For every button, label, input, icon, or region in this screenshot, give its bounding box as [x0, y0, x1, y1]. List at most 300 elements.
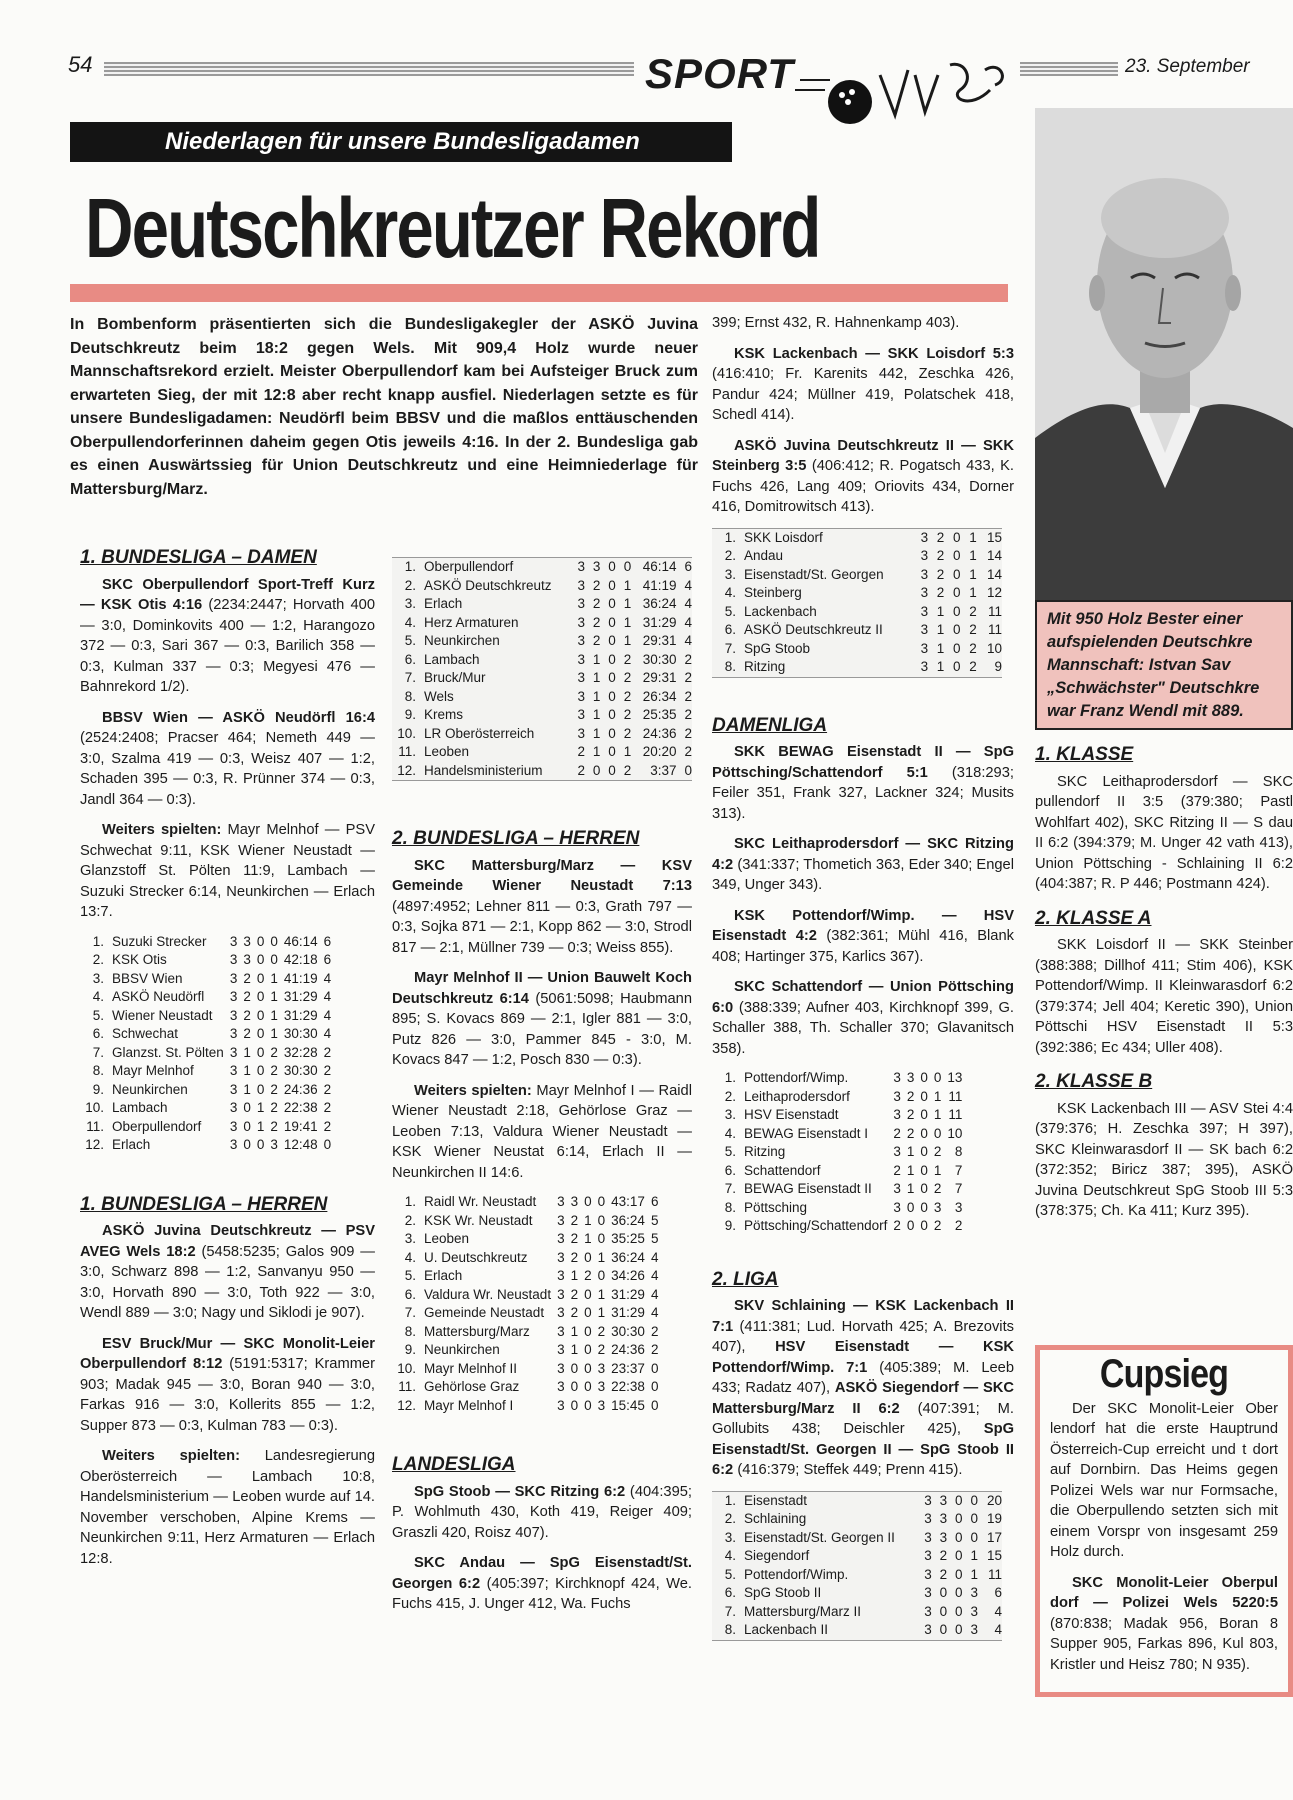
stat-cell: 36:24 — [642, 596, 677, 611]
stat-cell: 0 — [584, 1342, 592, 1357]
stat-cell: 3 — [557, 1305, 565, 1320]
stat-cell: 0 — [955, 1585, 963, 1600]
team-cell: Pottendorf/Wimp. — [744, 1566, 849, 1582]
stat-cell: 11 — [987, 1566, 1002, 1582]
team-cell: Bruck/Mur — [424, 670, 486, 685]
team-cell: LR Oberösterreich — [424, 725, 535, 741]
stat-cell: 4 — [650, 1286, 659, 1302]
team-cell: Schwechat — [112, 1026, 179, 1041]
stat-cell: 3 — [970, 1603, 978, 1619]
stat-cell: 1 — [270, 1026, 278, 1041]
table-row — [392, 595, 692, 614]
stat-cell: 22:38 — [611, 1379, 645, 1394]
section-heading-klasse2b: 2. KLASSE B — [1035, 1071, 1153, 1092]
rank-cell: 4. — [92, 989, 104, 1004]
stat-cell: 19 — [986, 1511, 1002, 1526]
table-row — [712, 584, 1002, 603]
stat-cell: 0 — [608, 577, 616, 593]
rank-cell: 11. — [398, 744, 416, 759]
stat-cell: 2 — [270, 1044, 278, 1060]
table-row — [712, 1491, 1002, 1510]
stat-cell: 1 — [623, 633, 632, 648]
stat-cell: 17 — [986, 1529, 1002, 1545]
stat-cell: 1 — [570, 1268, 579, 1283]
rank-cell: 4. — [404, 1249, 416, 1265]
team-cell: Steinberg — [744, 585, 802, 600]
stat-cell: 2 — [270, 1081, 278, 1097]
stat-cell: 36:24 — [611, 1212, 645, 1228]
stat-cell: 0 — [970, 1492, 978, 1508]
stat-cell: 19:41 — [283, 1118, 318, 1134]
report-paragraph: SpG Stoob — SKC Ritzing 6:2 (404:395; P. Wohlmuth 430, Koth 419, Reiger 409; Graszli 420, Roisz 407). — [392, 1483, 692, 1541]
stat-cell: 41:19 — [283, 970, 318, 986]
stat-cell: 1 — [592, 744, 601, 759]
stat-cell: 3 — [920, 659, 929, 674]
table-row — [712, 1143, 962, 1162]
stat-cell: 0 — [906, 1218, 915, 1233]
rank-cell: 9. — [92, 1081, 104, 1097]
rank-cell: 4. — [724, 585, 736, 600]
table-row — [80, 951, 331, 970]
report-paragraph: KSK Lackenbach — SKK Loisdorf 5:3 (416:410; Fr. Karenits 442, Zeschka 426, Pandur 424; Müllner 419, Polatschek 418, Schedl 414). — [712, 345, 1014, 423]
kicker-banner: Niederlagen für unsere Bundesligadamen — [70, 122, 732, 162]
stat-cell: 0 — [952, 548, 961, 563]
stat-cell: 1 — [256, 1118, 265, 1134]
stat-cell: 1 — [933, 1162, 942, 1178]
table-row — [392, 558, 692, 577]
report-paragraph: Der SKC Monolit-Leier Ober lendorf hat die erste Hauptrund Österreich-Cup erreicht und t dort auf Dornbirn. Das Heims gegen Polizei Wels war nur Formsache, die Oberpullendo setzten sich mit einem Vorspr von insgesamt 259 Holz durch. — [1050, 1400, 1278, 1560]
stat-cell: 0 — [955, 1566, 963, 1582]
stat-cell: 4 — [650, 1268, 659, 1283]
stat-cell: 1 — [584, 1212, 592, 1228]
team-cell: Mayr Melnhof I — [424, 1397, 514, 1413]
section-heading-klasse2a: 2. KLASSE A — [1035, 907, 1152, 929]
stat-cell: 0 — [597, 1231, 606, 1246]
team-cell: ASKÖ Neudörfl — [112, 989, 205, 1004]
stat-cell: 3 — [939, 1492, 948, 1508]
stat-cell: 0 — [952, 659, 961, 674]
stat-cell: 0 — [939, 1603, 948, 1619]
table-row — [392, 577, 692, 596]
stat-cell: 7 — [954, 1162, 963, 1178]
stat-cell: 1 — [592, 725, 601, 741]
stat-cell: 3 — [924, 1622, 932, 1637]
rank-cell: 6. — [724, 1162, 736, 1178]
stat-cell: 0 — [920, 1181, 928, 1196]
stat-cell: 0 — [920, 1162, 928, 1178]
stat-cell: 0 — [256, 989, 265, 1004]
stat-cell: 35:25 — [611, 1231, 645, 1246]
stat-cell: 20:20 — [642, 744, 677, 759]
stat-cell: 1 — [270, 989, 278, 1004]
stat-cell: 2 — [936, 548, 945, 563]
stat-cell: 3 — [229, 1081, 238, 1097]
report-paragraph: BBSV Wien — ASKÖ Neudörfl 16:4 (2524:2408; Pracser 464; Nemeth 449 — 3:0, Szalma 419 — 0:3, Weisz 407 — 1:2, Schaden 395 — 0:3, R. Prünner 374 — 0:3, Jandl 364 — 0:3). — [80, 709, 375, 808]
report-paragraph: ESV Bruck/Mur — SKC Monolit-Leier Oberpullendorf 8:12 (5191:5317; Krammer 903; Madak 945 — 3:0, Boran 940 — 3:0, Farkas 916 — 3:0, Kollerits 855 — 1:2, Supper 873 — 0:3, Kulman 783 — 0:3). — [80, 1335, 375, 1434]
stat-cell: 24:36 — [283, 1081, 318, 1097]
stat-cell: 0 — [256, 1007, 265, 1023]
rank-cell: 2. — [404, 577, 416, 593]
stat-cell: 1 — [243, 1044, 251, 1060]
standings-table-bl2 — [392, 1193, 658, 1415]
table-row — [392, 1323, 658, 1342]
stat-cell: 0 — [270, 933, 278, 949]
stat-cell: 2 — [906, 1107, 915, 1122]
stat-cell: 3 — [920, 640, 929, 656]
stat-cell: 2 — [906, 1088, 915, 1104]
table-row — [392, 725, 692, 744]
stat-cell: 0 — [952, 585, 961, 600]
stat-cell: 0 — [920, 1199, 928, 1215]
table-row — [712, 621, 1002, 640]
stat-cell: 1 — [270, 970, 278, 986]
stat-cell: 0 — [597, 1194, 606, 1209]
stat-cell: 2 — [893, 1125, 901, 1141]
rank-cell: 2. — [724, 1511, 736, 1526]
rank-cell: 11. — [86, 1118, 104, 1134]
stat-cell: 3 — [229, 1063, 238, 1078]
photo-caption: Mit 950 Holz Bester einer aufspielenden Deutschkre Mannschaft: Istvan Sav „Schwächster" Deutschkre war Franz Wendl mit 889. — [1035, 600, 1293, 730]
stat-cell: 5 — [650, 1212, 659, 1228]
rank-cell: 6. — [724, 1585, 736, 1600]
table-row — [712, 1217, 962, 1236]
section-title: SPORT — [645, 50, 794, 97]
stat-cell: 2 — [969, 603, 977, 619]
stat-cell: 2 — [270, 1118, 278, 1134]
report-paragraph: SKK BEWAG Eisenstadt II — SpG Pöttsching/Schattendorf 5:1 (318:293; Feiler 351, Frank 327, Lackner 324; Musits 313). — [712, 744, 1014, 822]
stat-cell: 2 — [684, 725, 692, 741]
team-cell: Pöttsching/Schattendorf — [744, 1218, 888, 1233]
stat-cell: 0 — [952, 566, 961, 582]
stat-cell: 1 — [933, 1107, 942, 1122]
stat-cell: 0 — [608, 707, 616, 722]
stat-cell: 1 — [969, 566, 977, 582]
stat-cell: 23:37 — [611, 1360, 645, 1376]
report-paragraph: Weiters spielten: Mayr Melnhof I — Raidl Wiener Neustadt 2:18, Gehörlose Graz — Leoben 7:13, Valdura Wiener Neustadt — KSK Wiener Neustat 6:14, Erlach II — Neunkirchen II 14:6. — [392, 1082, 692, 1181]
stat-cell: 0 — [970, 1511, 978, 1526]
stat-cell: 3 — [920, 603, 929, 619]
cupsieg-box — [1035, 1345, 1293, 1697]
report-paragraph: ASKÖ Juvina Deutschkreutz II — SKK Steinberg 3:5 (406:412; R. Pogatsch 433, K. Fuchs 426, Lang 409; Oriovits 434, Dorner 416, Domitrowitsch 413). — [712, 437, 1015, 515]
cupsieg-title: Cupsieg — [1099, 1352, 1229, 1396]
stat-cell: 3 — [229, 952, 238, 967]
stat-cell: 0 — [608, 670, 616, 685]
team-cell: Leoben — [424, 1231, 470, 1246]
stat-cell: 4 — [323, 1026, 332, 1041]
stat-cell: 7 — [954, 1181, 963, 1196]
stat-cell: 0 — [584, 1323, 592, 1339]
standings-table-damenliga — [712, 1069, 962, 1236]
stat-cell: 0 — [650, 1379, 659, 1394]
stat-cell: 4 — [323, 1007, 332, 1023]
rank-cell: 5. — [92, 1007, 104, 1023]
table-row — [712, 1088, 962, 1107]
table-row — [712, 1584, 1002, 1603]
stat-cell: 3 — [939, 1529, 948, 1545]
stat-cell: 3 — [557, 1268, 565, 1283]
stat-cell: 1 — [270, 1007, 278, 1023]
stat-cell: 0 — [608, 651, 616, 667]
team-cell: Gehörlose Graz — [424, 1379, 520, 1394]
rank-cell: 2. — [404, 1212, 416, 1228]
stat-cell: 3 — [577, 614, 586, 630]
report-paragraph: ASKÖ Juvina Deutschkreutz — PSV AVEG Wels 18:2 (5458:5235; Galos 909 — 3:0, Schwarz 898 — 1:2, Sanvanyu 950 — 3:0, Horvath 890 — 3:0, Toth 922 — 3:0, Wendl 889 — 3:0; Nagy und Siklodi je 907). — [80, 1223, 375, 1321]
stat-cell: 15 — [986, 1548, 1002, 1563]
stat-cell: 15:45 — [611, 1397, 645, 1413]
team-cell: Krems — [424, 707, 464, 722]
stat-cell: 2 — [584, 1268, 592, 1283]
stat-cell: 0 — [243, 1100, 251, 1115]
stat-cell: 2 — [323, 1081, 332, 1097]
stat-cell: 0 — [650, 1397, 659, 1413]
stat-cell: 0 — [570, 1360, 579, 1376]
table-row — [80, 1136, 331, 1155]
table-row — [712, 1529, 1002, 1548]
team-cell: Oberpullendorf — [424, 559, 514, 574]
column-3 — [712, 313, 1014, 1653]
report-paragraph: SKK Loisdorf II — SKK Steinber (388:388; Dillhof 411; Stim 406), KSK Pottendorf/Wimp. II Kleinwarasdorf 6:2 (379:374; Jell 404; Keretic 390), Union Pöttschi HSV Eisenstadt II 5:3 (392:386; Ec 434; Uller 408). — [1035, 937, 1293, 1056]
stat-cell: 3 — [577, 670, 586, 685]
stat-cell: 0 — [243, 1118, 251, 1134]
stat-cell: 10 — [947, 1125, 963, 1141]
stat-cell: 1 — [970, 1548, 978, 1563]
table-row — [392, 1212, 658, 1231]
stat-cell: 0 — [323, 1137, 332, 1152]
table-row — [392, 1304, 658, 1323]
stat-cell: 4 — [650, 1305, 659, 1320]
stat-cell: 3 — [577, 577, 586, 593]
stat-cell: 3 — [597, 1397, 606, 1413]
rank-cell: 3. — [724, 1107, 736, 1122]
rank-cell: 12. — [397, 762, 416, 778]
stat-cell: 2 — [650, 1342, 659, 1357]
stat-cell: 2 — [592, 596, 601, 611]
team-cell: Neunkirchen — [424, 633, 500, 648]
team-cell: Lambach — [424, 651, 480, 667]
table-row — [712, 1180, 962, 1199]
stat-cell: 2 — [684, 651, 692, 667]
report-paragraph: SKC Leithaprodersdorf — SKC pullendorf II 3:5 (379:380; Pastl Wohlfart 402), SKC Ritzing II — S dau II 6:2 (394:379; M. Unger 42 vath 413), Union Pöttsching - Schlaining II 6:2 (404:387; R. P 446; Postmann 424). — [1035, 773, 1293, 892]
team-cell: Schattendorf — [744, 1162, 821, 1178]
stat-cell: 2 — [969, 659, 977, 674]
stat-cell: 1 — [584, 1231, 592, 1246]
rank-cell: 7. — [404, 1305, 416, 1320]
rank-cell: 1. — [404, 559, 416, 574]
team-cell: Gemeinde Neustadt — [424, 1305, 545, 1320]
stat-cell: 3 — [893, 1144, 901, 1159]
standings-table-landesliga — [712, 528, 1002, 678]
team-cell: Erlach — [424, 596, 463, 611]
stat-cell: 3 — [906, 1070, 915, 1085]
stat-cell: 3 — [557, 1360, 565, 1376]
stat-cell: 1 — [936, 603, 945, 619]
team-cell: Wiener Neustadt — [112, 1007, 213, 1023]
stat-cell: 3 — [229, 1137, 238, 1152]
stat-cell: 3 — [924, 1585, 932, 1600]
stat-cell: 34:26 — [611, 1268, 645, 1283]
stat-cell: 0 — [952, 529, 961, 545]
stat-cell: 1 — [906, 1181, 915, 1196]
stat-cell: 3 — [229, 933, 238, 949]
table-row — [712, 1125, 962, 1144]
table-row — [712, 1566, 1002, 1585]
table-row — [80, 1044, 331, 1063]
stat-cell: 0 — [608, 744, 616, 759]
table-row — [392, 1341, 658, 1360]
report-paragraph: Weiters spielten: Landesregierung Oberösterreich — Lambach 10:8, Handelsministerium — Leoben wurde auf 14. November verschoben, Alpine Krems — Neunkirchen 9:11, Herz Armaturen — Erlach 12:8. — [80, 1448, 375, 1567]
stat-cell: 2 — [954, 1218, 963, 1233]
standings-table-herren1 — [392, 557, 692, 781]
stat-cell: 3 — [924, 1566, 932, 1582]
table-row — [80, 970, 331, 989]
stat-cell: 0 — [256, 970, 265, 986]
stat-cell: 0 — [970, 1529, 978, 1545]
table-row — [80, 1118, 331, 1137]
rank-cell: 8. — [724, 659, 736, 674]
stat-cell: 1 — [570, 1342, 579, 1357]
stat-cell: 0 — [933, 1070, 942, 1085]
stat-cell: 0 — [256, 1063, 265, 1078]
stat-cell: 0 — [608, 725, 616, 741]
section-heading-damen: 1. BUNDESLIGA – DAMEN — [80, 547, 317, 568]
report-paragraph: KSK Lackenbach III — ASV Stei 4:4 (379:376; H. Zeschka 397; H 397), SKC Kleinwarasdorf II — SK bach 6:2 (372:352; Biricz 387; 395), ASKÖ Juvina Deutschkreut SpG Stoob III 5:3 (378:375; Ch. Ka 411; Kurz 395). — [1035, 1100, 1293, 1219]
stat-cell: 0 — [608, 762, 616, 778]
team-cell: Pottendorf/Wimp. — [744, 1070, 849, 1085]
stat-cell: 3 — [557, 1397, 565, 1413]
stat-cell: 1 — [592, 707, 601, 722]
stat-cell: 2 — [623, 651, 632, 667]
table-row — [712, 528, 1002, 547]
stat-cell: 24:36 — [642, 725, 677, 741]
stat-cell: 3 — [933, 1199, 942, 1215]
stat-cell: 1 — [623, 577, 632, 593]
stat-cell: 0 — [920, 1125, 928, 1141]
rank-cell: 3. — [404, 1231, 416, 1246]
team-cell: Mattersburg/Marz — [424, 1323, 530, 1339]
stat-cell: 2 — [323, 1118, 332, 1134]
rank-cell: 6. — [404, 651, 416, 667]
stat-cell: 2 — [570, 1231, 579, 1246]
stat-cell: 11 — [987, 622, 1002, 637]
report-paragraph: SKC Monolit-Leier Oberpul dorf — Polizei Wels 5220:5 (870:838; Madak 956, Boran 8 Supper 905, Farkas 896, Kul 803, Kristler und Heisz 780; N 935). — [1050, 1574, 1278, 1673]
report-paragraph: SKV Schlaining — KSK Lackenbach II 7:1 (411:381; Lud. Horvath 425; A. Brezovits 407), HSV Eisenstadt — KSK Pottendorf/Wimp. 7:1 (405:389; M. Leeb 433; Radatz 407), ASKÖ Siegendorf — SKC Mattersburg/Marz II 6:2 (407:391; M. Gollubits 438; Deischler 425), SpG Eisenstadt/St. Georgen II — SpG Stoob II 6:2 (416:379; Steffek 449; Prenn 415). — [712, 1298, 1015, 1478]
stat-cell: 3 — [229, 1100, 238, 1115]
stat-cell: 43:17 — [611, 1194, 645, 1209]
team-cell: Pöttsching — [744, 1199, 808, 1215]
stat-cell: 3 — [557, 1286, 565, 1302]
stat-cell: 3 — [557, 1249, 565, 1265]
rank-cell: 8. — [404, 688, 416, 704]
stat-cell: 1 — [970, 1566, 978, 1582]
stat-cell: 22:38 — [283, 1100, 318, 1115]
stat-cell: 0 — [906, 1199, 915, 1215]
stat-cell: 3 — [229, 1118, 238, 1134]
team-cell: Valdura Wr. Neustadt — [424, 1286, 552, 1302]
section-heading-landesliga: LANDESLIGA — [392, 1454, 516, 1475]
team-cell: SpG Stoob — [744, 640, 811, 656]
stat-cell: 4 — [994, 1603, 1002, 1619]
rank-cell: 9. — [404, 1342, 416, 1357]
stat-cell: 1 — [592, 688, 601, 704]
stat-cell: 3 — [557, 1323, 565, 1339]
stat-cell: 12 — [986, 585, 1002, 600]
stat-cell: 10 — [986, 640, 1002, 656]
table-row — [392, 1267, 658, 1286]
stat-cell: 0 — [256, 1137, 265, 1152]
stat-cell: 3 — [920, 566, 929, 582]
stat-cell: 31:29 — [283, 1007, 318, 1023]
stat-cell: 1 — [906, 1144, 915, 1159]
stat-cell: 1 — [936, 640, 945, 656]
stat-cell: 2 — [893, 1162, 901, 1178]
stat-cell: 3 — [557, 1194, 565, 1209]
stat-cell: 3 — [577, 596, 586, 611]
stat-cell: 2 — [243, 1026, 251, 1041]
stat-cell: 1 — [623, 596, 632, 611]
stat-cell: 9 — [994, 659, 1002, 674]
stat-cell: 2 — [684, 744, 692, 759]
stat-cell: 0 — [584, 1379, 592, 1394]
stat-cell: 3 — [577, 633, 586, 648]
stat-cell: 0 — [584, 1286, 592, 1302]
rank-cell: 5. — [724, 603, 736, 619]
stat-cell: 2 — [577, 762, 586, 778]
team-cell: Mayr Melnhof II — [424, 1360, 518, 1376]
table-row — [712, 1603, 1002, 1622]
team-cell: Lambach — [112, 1100, 168, 1115]
report-paragraph: SKC Oberpullendorf Sport-Treff Kurz — KSK Otis 4:16 (2234:2447; Horvath 400 — 3:0, Dominkovits 400 — 1:2, Harangozo 372 — 0:3, Sari 367 — 0:3, Barilich 358 — 0:3, Kulman 337 — 0:3; Megyesi 476 — Bahnrekord 1/2). — [80, 576, 376, 695]
stat-cell: 30:30 — [283, 1026, 318, 1041]
report-paragraph: SKC Andau — SpG Eisenstadt/St. Georgen 6:2 (405:397; Kirchknopf 424, We. Fuchs 415, J. Unger 412, Wa. Fuchs — [392, 1555, 692, 1612]
rank-cell: 8. — [724, 1199, 736, 1215]
rank-cell: 4. — [724, 1125, 736, 1141]
rank-cell: 6. — [92, 1026, 104, 1041]
stat-cell: 4 — [684, 577, 692, 593]
stat-cell: 3 — [893, 1199, 901, 1215]
team-cell: KSK Wr. Neustadt — [424, 1212, 533, 1228]
section-heading-herren: 1. BUNDESLIGA – HERREN — [80, 1193, 328, 1215]
rank-cell: 3. — [92, 970, 104, 986]
team-cell: Eisenstadt — [744, 1492, 808, 1508]
stat-cell: 2 — [623, 725, 632, 741]
stat-cell: 20 — [986, 1492, 1002, 1508]
stat-cell: 2 — [936, 529, 945, 545]
rank-cell: 1. — [724, 1070, 736, 1085]
player-photo — [1035, 108, 1293, 600]
stat-cell: 2 — [592, 633, 601, 648]
stat-cell: 3 — [229, 1044, 238, 1060]
rank-cell: 3. — [404, 596, 416, 611]
rank-cell: 8. — [724, 1622, 736, 1637]
stat-cell: 2 — [893, 1218, 901, 1233]
stat-cell: 2 — [243, 970, 251, 986]
stat-cell: 14 — [986, 548, 1002, 563]
stat-cell: 1 — [623, 614, 632, 630]
stat-cell: 2 — [933, 1218, 942, 1233]
rank-cell: 9. — [404, 707, 416, 722]
stat-cell: 0 — [570, 1379, 579, 1394]
bowling-logo-icon — [790, 50, 1020, 130]
table-row — [392, 1378, 658, 1397]
stat-cell: 0 — [584, 1360, 592, 1376]
rank-cell: 5. — [404, 1268, 416, 1283]
rank-cell: 7. — [724, 640, 736, 656]
stat-cell: 31:29 — [642, 614, 677, 630]
stat-cell: 0 — [939, 1622, 948, 1637]
team-cell: HSV Eisenstadt — [744, 1107, 839, 1122]
table-row — [392, 1397, 658, 1416]
team-cell: Raidl Wr. Neustadt — [424, 1194, 537, 1209]
